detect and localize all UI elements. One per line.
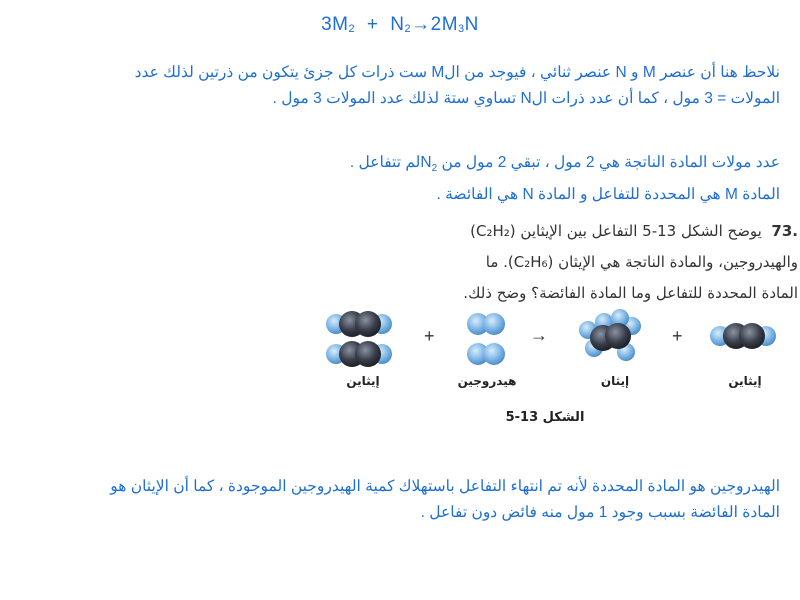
- ethyne-molecule-bottom: [326, 341, 392, 367]
- hydrogen-molecule-bottom: [467, 343, 505, 365]
- explanation-2-line-1-b: لم تتفاعل .: [349, 154, 421, 171]
- figure-plus-1: +: [424, 326, 435, 346]
- question-line-3: المادة المحددة للتفاعل وما المادة الفائضة؟ وضح ذلك.: [463, 284, 798, 302]
- hydrogen-molecule-top: [467, 313, 505, 335]
- label-ethyne-right: إيثاين: [728, 374, 762, 388]
- ethane-molecule: [579, 309, 641, 361]
- figure-plus-2: +: [672, 326, 683, 346]
- figure-caption: الشكل 13-5: [505, 410, 585, 425]
- label-hydrogen: هيدروجين: [457, 374, 517, 388]
- answer-paragraph: [20, 474, 780, 526]
- label-ethane: إيثان: [600, 374, 630, 388]
- explanation-1-line-1: نلاحظ هنا أن عنصر M و N عنصر ثنائي ، فيوجد من الM ست ذرات كل جزئ يتكون من ذرتين لذلك عدد: [134, 64, 780, 81]
- explanation-2-line-2: المادة M هي المحددة للتفاعل و المادة N هي الفائضة .: [436, 186, 780, 204]
- equation-sub-m: 2: [348, 23, 356, 35]
- answer-line-1: الهيدروجين هو المادة المحددة لأنه تم انتهاء التفاعل باستهلاك كمية الهيدروجين الموجودة ، كما أن الإيثان هو: [110, 478, 780, 495]
- equation-product-n: N: [464, 14, 479, 35]
- equation-sub-product: 3: [458, 23, 465, 35]
- question-line-1-text: يوضح الشكل 13-5 التفاعل بين الإيثاين (C₂H₂): [470, 222, 762, 240]
- explanation-2-line-1-a: عدد مولات المادة الناتجة هي 2 مول ، تبقي 2 مول من N: [420, 154, 780, 171]
- equation-plus: +: [366, 14, 379, 35]
- equation-reactant-m: 3M: [321, 14, 349, 35]
- answer-line-2: المادة الفائضة بسبب وجود 1 مول منه فائض دون تفاعل .: [420, 504, 780, 521]
- label-ethyne-left: إيثاين: [346, 374, 380, 388]
- equation-arrow-product: →2M: [411, 14, 459, 35]
- equation-reactant-n: N: [390, 14, 405, 35]
- equation-sub-n: 2: [404, 23, 412, 35]
- explanation-2-sub: 2: [431, 163, 438, 175]
- ethyne-molecule-leftover: [710, 323, 776, 349]
- explanation-1-line-2: المولات = 3 مول ، كما أن عدد ذرات الN تساوي ستة لذلك عدد المولات 3 مول .: [272, 90, 780, 107]
- figure-arrow: →: [530, 325, 548, 345]
- question-number: .73: [771, 222, 798, 240]
- question-line-2: والهيدروجين، والمادة الناتجة هي الإيثان (C₂H₆). ما: [485, 253, 798, 271]
- ethyne-molecule-top: [326, 311, 392, 337]
